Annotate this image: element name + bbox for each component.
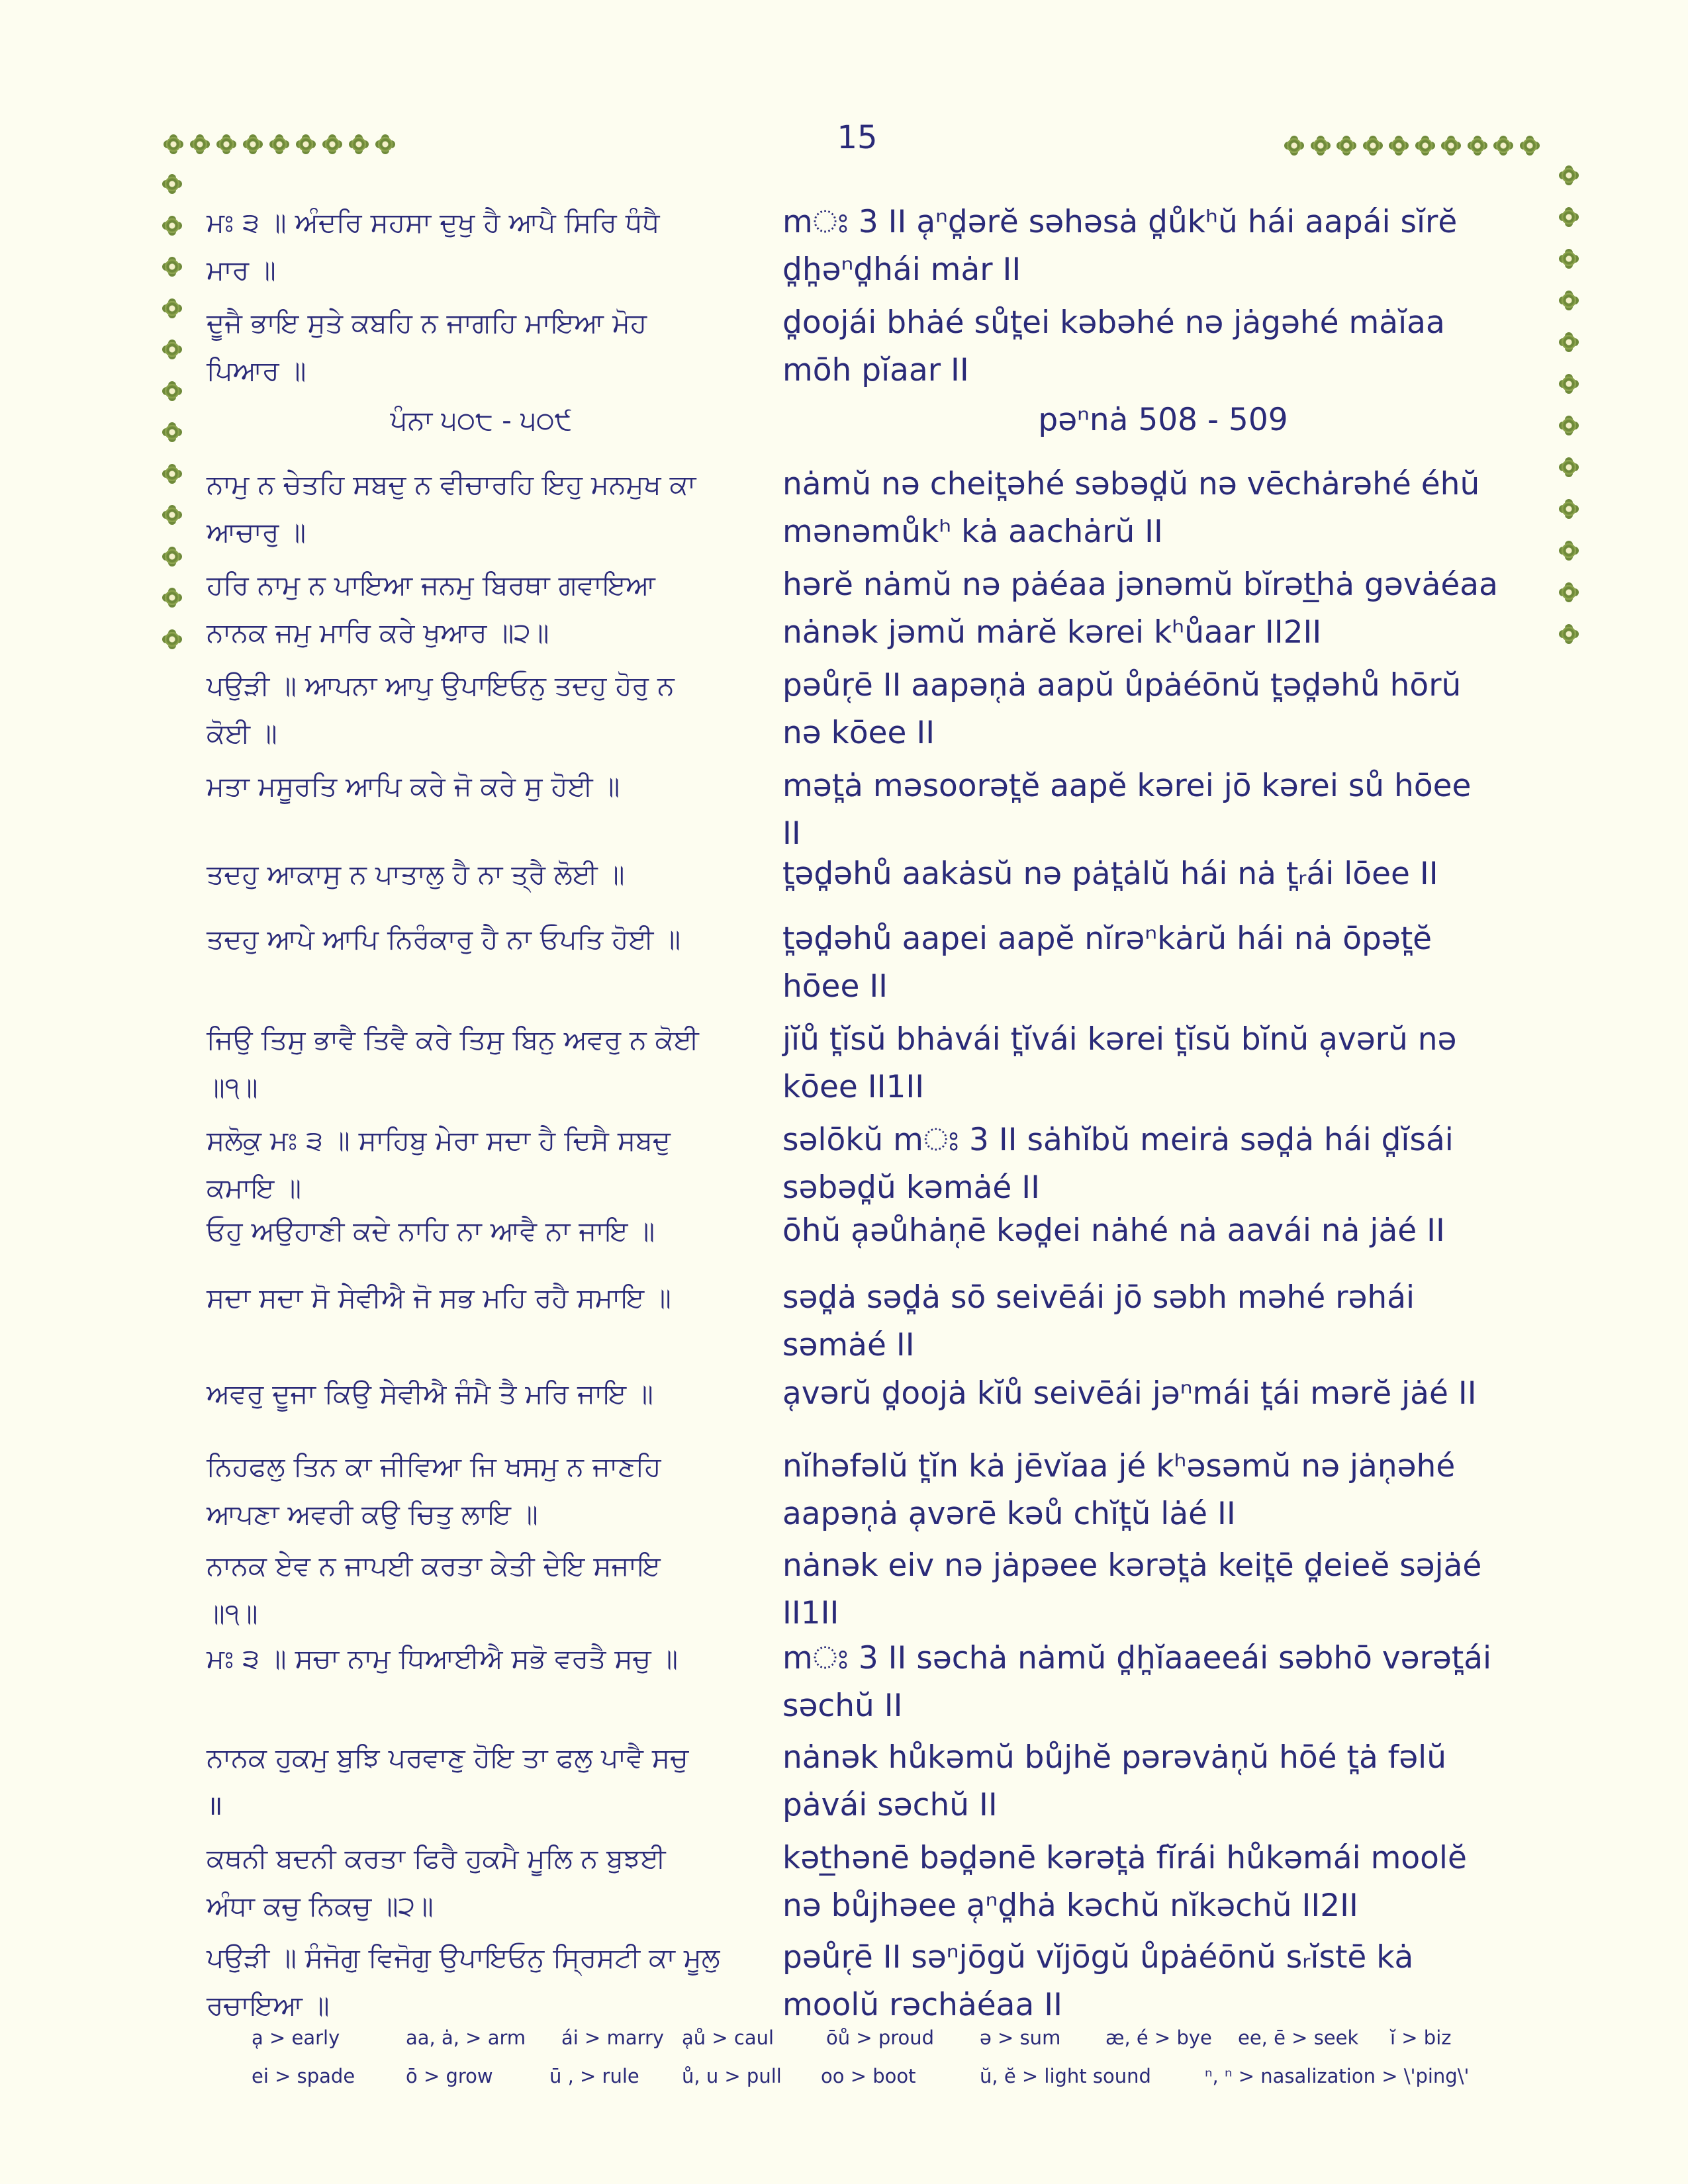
gurmukhi-line: ਨਾਨਕ ਹੁਕਮੁ ਬੁਝਿ ਪਰਵਾਣੁ ਹੋਇ ਤਾ ਫਲੁ ਪਾਵੈ ਸਚੁ	[207, 1742, 688, 1774]
transliteration-line: pəůr̜ē II səⁿjōgŭ vĭjōgŭ ůpȧéōnŭ sᵣĭstē kȧ	[782, 1939, 1414, 1976]
gurmukhi-line: ਨਾਨਕ ਜਮੁ ਮਾਰਿ ਕਰੇ ਖੁਆਰ ॥੨॥	[207, 617, 549, 649]
gurmukhi-line: ਮਾਰ ॥	[207, 254, 276, 286]
flower-ornament-icon	[1562, 627, 1576, 641]
flower-ornament-icon	[165, 549, 179, 564]
transliteration-line: a̜vərŭ d̪oojȧ kĭů seivēái jəⁿmái t̪ái mərĕ jȧé II	[782, 1375, 1477, 1412]
transliteration-verse	[782, 396, 1544, 444]
gurmukhi-line: ਦੂਜੈ ਭਾਇ ਸੁਤੇ ਕਬਹਿ ਨ ਜਾਗਹਿ ਮਾਇਆ ਮੋਹ	[207, 307, 647, 339]
gurmukhi-line: ਹਰਿ ਨਾਮੁ ਨ ਪਾਇਆ ਜਨਮੁ ਬਿਰਥਾ ਗਵਾਇਆ	[207, 569, 655, 601]
flower-ornament-icon	[299, 137, 313, 152]
legend-item: ee, ē > seek	[1238, 2026, 1359, 2049]
gurmukhi-verse	[207, 299, 756, 394]
gurmukhi-line: ਮਃ ੩ ॥ ਸਚਾ ਨਾਮੁ ਧਿਆਈਐ ਸਭੋ ਵਰਤੈ ਸਚੁ ॥	[207, 1643, 678, 1674]
transliteration-line: səmȧé II	[782, 1327, 915, 1363]
pronunciation-legend	[252, 2026, 1509, 2103]
gurmukhi-verse	[207, 199, 756, 294]
flower-ornament-icon	[165, 467, 179, 481]
gurmukhi-verse	[207, 1116, 756, 1212]
gurmukhi-verse	[207, 461, 756, 556]
gurmukhi-verse	[207, 1274, 756, 1322]
transliteration-line: nȧmŭ nə cheit̪əhé səbəd̪ŭ nə vēchȧrəhé éhŭ	[782, 466, 1480, 502]
flower-ornament-icon	[165, 590, 179, 605]
gurmukhi-line: ਪਉੜੀ ॥ ਸੰਜੋਗੁ ਵਿਜੋਗੁ ਉਪਾਇਓਨੁ ਸ੍ਰਿਸਟੀ ਕਾ ਮੂਲੁ	[207, 1942, 720, 1974]
transliteration-line: pȧvái səchŭ II	[782, 1787, 998, 1823]
gurmukhi-verse	[207, 850, 756, 898]
flower-ornament-icon	[165, 508, 179, 522]
flower-ornament-icon	[1366, 138, 1380, 153]
transliteration-verse	[782, 915, 1544, 1011]
legend-item: ái > marry	[561, 2026, 665, 2049]
gurmukhi-line: ॥੧॥	[207, 1598, 258, 1629]
flower-ornament-icon	[378, 137, 393, 152]
flower-ornament-icon	[219, 137, 234, 152]
transliteration-line: hərĕ nȧmŭ nə pȧéaa jənəmŭ bĭrət̲hȧ gəvȧéaa	[782, 567, 1498, 603]
gurmukhi-line: ਰਚਾਇਆ ॥	[207, 1989, 330, 2021]
gurmukhi-verse	[207, 1635, 756, 1682]
legend-item: a̜ > early	[252, 2026, 340, 2049]
flower-ornament-icon	[1562, 585, 1576, 600]
gurmukhi-line: ਓਹੁ ਅਉਹਾਣੀ ਕਦੇ ਨਾਹਿ ਨਾ ਆਵੈ ਨਾ ਜਾਇ ॥	[207, 1215, 655, 1247]
gurmukhi-verse	[207, 915, 756, 963]
gurmukhi-verse	[207, 762, 756, 810]
transliteration-line: aapən̜ȧ a̜vərē kəů chĭt̪ŭ lȧé II	[782, 1496, 1236, 1532]
transliteration-verse	[782, 1274, 1544, 1369]
gurmukhi-line: ਸਦਾ ਸਦਾ ਸੋ ਸੇਵੀਐ ਜੋ ਸਭ ਮਹਿ ਰਹੈ ਸਮਾਇ ॥	[207, 1282, 671, 1314]
flower-ornament-icon	[1562, 377, 1576, 391]
flower-ornament-icon	[165, 301, 179, 316]
transliteration-line: mət̪ȧ məsoorət̪ĕ aapĕ kərei jō kərei sů hōee	[782, 768, 1472, 804]
gurmukhi-line: ਮਤਾ ਮਸੂਰਤਿ ਆਪਿ ਕਰੇ ਜੋ ਕਰੇ ਸੁ ਹੋਈ ॥	[207, 770, 620, 802]
legend-item: æ, é > bye	[1105, 2026, 1212, 2049]
flower-ornament-icon	[272, 137, 287, 152]
legend-item: ů, u > pull	[682, 2065, 782, 2087]
flower-ornament-icon	[165, 384, 179, 398]
gurmukhi-verse	[207, 1016, 756, 1111]
flower-ornament-icon	[1444, 138, 1458, 153]
gurmukhi-verse	[207, 396, 756, 444]
gurmukhi-line: ਤਦਹੁ ਆਪੇ ਆਪਿ ਨਿਰੰਕਾਰੁ ਹੈ ਨਾ ਓਪਤਿ ਹੋਈ ॥	[207, 923, 681, 955]
legend-item: ŭ, ĕ > light sound	[980, 2065, 1151, 2087]
gurmukhi-line: ਕਮਾਇ ॥	[207, 1172, 301, 1204]
flower-ornament-icon	[1562, 168, 1576, 183]
gurmukhi-verse	[207, 662, 756, 757]
gurmukhi-verse	[207, 1542, 756, 1637]
transliteration-line: hōee II	[782, 968, 888, 1005]
gurmukhi-line: ਪਉੜੀ ॥ ਆਪਨਾ ਆਪੁ ਉਪਾਇਓਨੁ ਤਦਹੁ ਹੋਰੁ ਨ	[207, 670, 675, 702]
flower-ornament-icon	[1287, 138, 1301, 153]
transliteration-verse	[782, 1542, 1544, 1637]
transliteration-verse	[782, 461, 1544, 556]
legend-item: aa, ȧ, > arm	[406, 2026, 526, 2049]
transliteration-line: t̪əd̪əhů aapei aapĕ nĭrəⁿkȧrŭ hái nȧ ōpət̪ĕ	[782, 921, 1432, 957]
flower-ornament-icon	[165, 177, 179, 191]
flower-ornament-icon	[165, 218, 179, 233]
flower-ornament-icon	[165, 259, 179, 274]
gurmukhi-line: ॥੧॥	[207, 1071, 258, 1103]
flower-ornament-icon	[165, 342, 179, 357]
gurmukhi-verse	[207, 1835, 756, 1930]
transliteration-line: nə bůjhəee a̜ⁿd̪hȧ kəchŭ nĭkəchŭ II2II	[782, 1888, 1358, 1924]
gurmukhi-line: ਨਾਮੁ ਨ ਚੇਤਹਿ ਸਬਦੁ ਨ ਵੀਚਾਰਹਿ ਇਹੁ ਮਨਮੁਖ ਕਾ	[207, 469, 696, 500]
legend-item: ei > spade	[252, 2065, 355, 2087]
gurmukhi-line: ਤਦਹੁ ਆਕਾਸੁ ਨ ਪਾਤਾਲੁ ਹੈ ਨਾ ਤ੍ਰੈ ਲੋਈ ॥	[207, 858, 625, 890]
legend-item: ĭ > biz	[1390, 2026, 1452, 2049]
flower-ornament-icon	[166, 137, 181, 152]
gurmukhi-line: ਕੋਈ ॥	[207, 717, 277, 749]
transliteration-verse	[782, 1016, 1544, 1111]
transliteration-verse	[782, 1835, 1544, 1930]
flower-ornament-icon	[1496, 138, 1511, 153]
gurmukhi-line: ਅਵਰੁ ਦੂਜਾ ਕਿਉ ਸੇਵੀਐ ਜੰਮੈ ਤੈ ਮਰਿ ਜਾਇ ॥	[207, 1378, 653, 1410]
gurmukhi-verse	[207, 1207, 756, 1255]
transliteration-verse	[782, 1116, 1544, 1212]
transliteration-line: pəⁿnȧ 508 - 509	[1038, 402, 1288, 438]
transliteration-line: mਃ 3 II səchȧ nȧmŭ d̪h̪ĭaaeeái səbhō vərət̪ái	[782, 1640, 1492, 1676]
flower-ornament-icon	[1562, 251, 1576, 266]
transliteration-line: II1II	[782, 1595, 839, 1631]
transliteration-verse	[782, 1734, 1544, 1829]
transliteration-line: moolŭ rəchȧéaa II	[782, 1987, 1062, 2023]
gurmukhi-line: ਨਿਹਫਲੁ ਤਿਨ ਕਾ ਜੀਵਿਆ ਜਿ ਖਸਮੁ ਨ ਜਾਣਹਿ	[207, 1451, 661, 1482]
transliteration-line: mōh pĭaar II	[782, 352, 969, 388]
gurmukhi-verse	[207, 561, 756, 657]
legend-item: ō > grow	[406, 2065, 493, 2087]
flower-ornament-icon	[1562, 293, 1576, 308]
legend-item: ⁿ, ⁿ > nasalization > \'ping\'	[1205, 2065, 1470, 2087]
flower-ornament-icon	[246, 137, 260, 152]
transliteration-verse	[782, 1934, 1544, 2029]
flower-ornament-icon	[1339, 138, 1354, 153]
flower-ornament-icon	[352, 137, 366, 152]
gurmukhi-line: ਆਚਾਰੁ ॥	[207, 516, 306, 548]
transliteration-verse	[782, 662, 1544, 757]
legend-row-1	[252, 2026, 1509, 2065]
transliteration-line: nȧnək jəmŭ mȧrĕ kərei kʰůaar II2II	[782, 614, 1322, 651]
transliteration-verse	[782, 1370, 1544, 1418]
transliteration-line: ōhŭ a̜əůhȧn̜ē kəd̪ei nȧhé nȧ aavái nȧ jȧé II	[782, 1212, 1445, 1249]
flower-ornament-icon	[1562, 418, 1576, 433]
gurmukhi-line: ਮਃ ੩ ॥ ਅੰਦਰਿ ਸਹਸਾ ਦੁਖੁ ਹੈ ਆਪੈ ਸਿਰਿ ਧੰਧੈ	[207, 206, 660, 238]
transliteration-line: kōee II1II	[782, 1069, 925, 1105]
transliteration-line: nȧnək hůkəmŭ bůjhĕ pərəvȧn̜ŭ hōé t̪ȧ fəlŭ	[782, 1739, 1446, 1776]
transliteration-verse	[782, 1207, 1544, 1255]
transliteration-verse	[782, 299, 1544, 394]
transliteration-line: II	[782, 815, 801, 852]
gurmukhi-line: ॥	[207, 1790, 223, 1821]
transliteration-verse	[782, 199, 1544, 294]
transliteration-line: səlōkŭ mਃ 3 II sȧhĭbŭ meirȧ səd̪ȧ hái d̪ĭsái	[782, 1122, 1454, 1158]
transliteration-line: kət̲hənē bəd̪ənē kərət̪ȧ fĭrái hůkəmái moolĕ	[782, 1840, 1467, 1876]
gurmukhi-verse	[207, 1443, 756, 1538]
flower-ornament-icon	[1523, 138, 1537, 153]
flower-ornament-icon	[165, 632, 179, 647]
transliteration-verse	[782, 1635, 1544, 1730]
transliteration-line: d̪oojái bhȧé sůt̪ei kəbəhé nə jȧgəhé mȧĭaa	[782, 304, 1445, 341]
transliteration-verse	[782, 762, 1544, 858]
transliteration-line: səchŭ II	[782, 1688, 903, 1724]
flower-ornament-icon	[1562, 543, 1576, 558]
flower-ornament-icon	[1562, 335, 1576, 349]
flower-ornament-icon	[1470, 138, 1485, 153]
transliteration-line: nĭhəfəlŭ t̪ĭn kȧ jēvĭaa jé kʰəsəmŭ nə jȧn̜əhé	[782, 1448, 1456, 1484]
gurmukhi-line: ਅੰਧਾ ਕਚੁ ਨਿਕਚੁ ॥੨॥	[207, 1890, 434, 1922]
legend-item: ū , > rule	[549, 2065, 639, 2087]
flower-ornament-icon	[1562, 460, 1576, 475]
legend-item: ə > sum	[980, 2026, 1061, 2049]
transliteration-line: jĭů t̪ĭsŭ bhȧvái t̪ĭvái kərei t̪ĭsŭ bĭnŭ a̜vərŭ nə	[782, 1021, 1457, 1058]
gurmukhi-line: ਆਪਣਾ ਅਵਰੀ ਕਉ ਚਿਤੁ ਲਾਇ ॥	[207, 1498, 538, 1530]
gurmukhi-verse	[207, 1370, 756, 1418]
transliteration-line: pəůr̜ē II aapən̜ȧ aapŭ ůpȧéōnŭ t̪əd̪əhů hōrŭ	[782, 667, 1462, 704]
gurmukhi-line: ਕਥਨੀ ਬਦਨੀ ਕਰਤਾ ਫਿਰੈ ਹੁਕਮੈ ਮੂਲਿ ਨ ਬੁਝਈ	[207, 1843, 666, 1874]
legend-item: ōů > proud	[826, 2026, 935, 2049]
gurmukhi-verse	[207, 1734, 756, 1829]
transliteration-verse	[782, 1443, 1544, 1538]
flower-ornament-icon	[165, 425, 179, 439]
transliteration-line: səbəd̪ŭ kəmȧé II	[782, 1169, 1041, 1206]
transliteration-line: mਃ 3 II a̜ⁿd̪ərĕ səhəsȧ d̪ůkʰŭ hái aapái sĭrĕ	[782, 204, 1458, 240]
transliteration-line: nə kōee II	[782, 715, 935, 751]
flower-ornament-icon	[1562, 210, 1576, 224]
legend-row-2	[252, 2065, 1509, 2103]
page-number: 15	[837, 119, 878, 156]
transliteration-line: mənəmůkʰ kȧ aachȧrŭ II	[782, 514, 1163, 550]
flower-ornament-icon	[1391, 138, 1406, 153]
gurmukhi-verse	[207, 1934, 756, 2029]
flower-ornament-icon	[325, 137, 340, 152]
gurmukhi-line: ਪਿਆਰ ॥	[207, 355, 306, 387]
flower-ornament-icon	[193, 137, 207, 152]
gurmukhi-line: ਸਲੋਕੁ ਮਃ ੩ ॥ ਸਾਹਿਬੁ ਮੇਰਾ ਸਦਾ ਹੈ ਦਿਸੈ ਸਬਦੁ	[207, 1124, 671, 1156]
gurmukhi-line: ਜਿਉ ਤਿਸੁ ਭਾਵੈ ਤਿਵੈ ਕਰੇ ਤਿਸੁ ਬਿਨੁ ਅਵਰੁ ਨ ਕੋਈ	[207, 1024, 699, 1056]
flower-ornament-icon	[1313, 138, 1328, 153]
legend-item: a̜ů > caul	[682, 2026, 774, 2049]
transliteration-line: t̪əd̪əhů aakȧsŭ nə pȧt̪ȧlŭ hái nȧ t̪ᵣái lōee II	[782, 856, 1438, 892]
transliteration-line: nȧnək eiv nə jȧpəee kərət̪ȧ keit̪ē d̪eieĕ səjȧé	[782, 1547, 1482, 1584]
gurmukhi-line: ਨਾਨਕ ਏਵ ਨ ਜਾਪਈ ਕਰਤਾ ਕੇਤੀ ਦੇਇ ਸਜਾਇ	[207, 1550, 661, 1582]
transliteration-line: d̪h̪əⁿd̪hái mȧr II	[782, 251, 1021, 288]
flower-ornament-icon	[1562, 502, 1576, 516]
transliteration-verse	[782, 850, 1544, 898]
flower-ornament-icon	[1418, 138, 1432, 153]
legend-item: oo > boot	[821, 2065, 916, 2087]
gurmukhi-line: ਪੰਨਾ ੫੦੮ - ੫੦੯	[390, 404, 573, 436]
transliteration-verse	[782, 561, 1544, 657]
transliteration-line: səd̪ȧ səd̪ȧ sō seivēái jō səbh məhé rəhái	[782, 1279, 1415, 1316]
